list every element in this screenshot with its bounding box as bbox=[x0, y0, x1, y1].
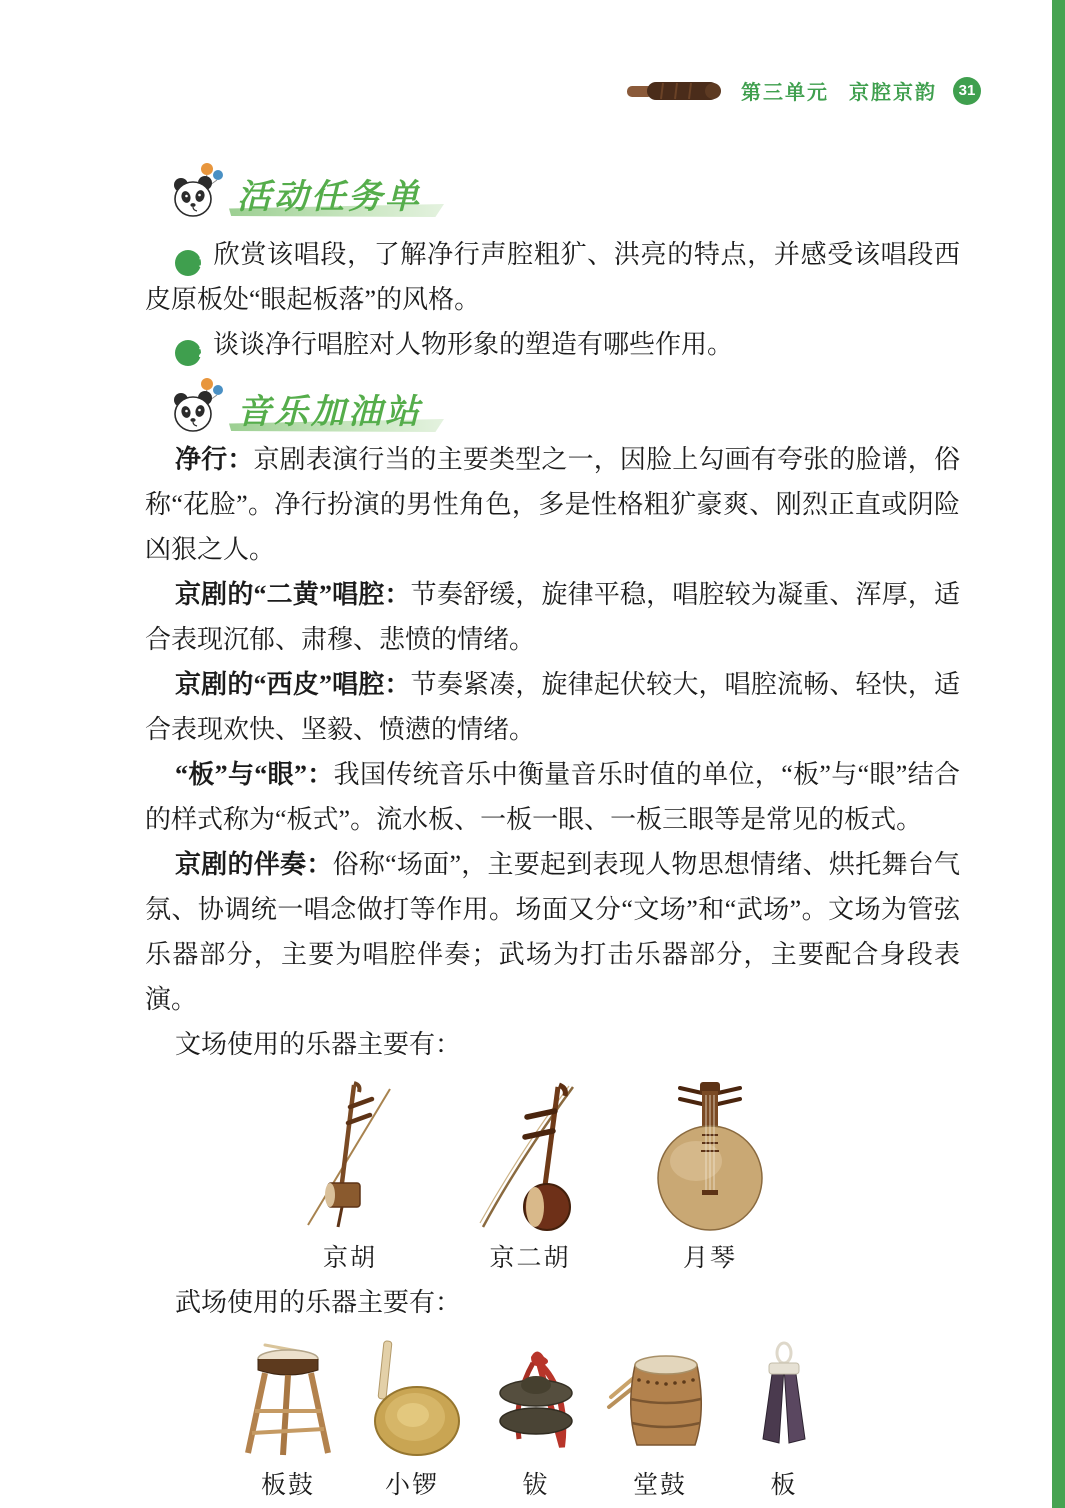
task-item bbox=[145, 232, 960, 322]
tanggu-image bbox=[605, 1337, 715, 1459]
unit-title: 京腔京韵 bbox=[849, 82, 937, 104]
instrument-figure bbox=[625, 1077, 795, 1274]
instrument-label: 板 bbox=[770, 1472, 798, 1499]
xiaoluo-image bbox=[357, 1337, 467, 1459]
wenchang-instrument-row bbox=[145, 1077, 960, 1274]
jingerhu-image bbox=[455, 1077, 605, 1232]
page-number-badge: 31 bbox=[953, 77, 981, 105]
instrument-label: 月琴 bbox=[682, 1245, 737, 1272]
paragraph-text: 京剧表演行当的主要类型之一，因脸上勾画有夸张的脸谱，俗称“花脸”。净行扮演的男性角色，多是性格粗犷豪爽、刚烈正直或阴险凶狠之人。 bbox=[145, 445, 960, 564]
paragraph-lead: 京剧的伴奏： bbox=[175, 850, 333, 879]
paragraph bbox=[145, 842, 960, 1022]
paragraph-lead: 京剧的“二黄”唱腔： bbox=[175, 580, 411, 609]
paragraph-lead: “板”与“眼”： bbox=[175, 760, 334, 789]
section-heading-text: 活动任务单 bbox=[237, 178, 422, 216]
paragraph-text: 我国传统音乐中衡量音乐时值的单位，“板”与“眼”结合的样式称为“板式”。流水板、一板一眼、一板三眼等是常见的板式。 bbox=[145, 760, 960, 834]
wooden-whip-prop-image bbox=[625, 78, 725, 104]
unit-header-text bbox=[741, 76, 937, 105]
instrument-figure bbox=[233, 1337, 343, 1501]
jinghu-image bbox=[290, 1077, 410, 1232]
instrument-figure bbox=[265, 1077, 435, 1274]
instrument-figure bbox=[445, 1077, 615, 1274]
panda-icon bbox=[171, 377, 223, 433]
paragraph-text: 节奏舒缓，旋律平稳，唱腔较为凝重、浑厚，适合表现沉郁、肃穆、悲愤的情绪。 bbox=[145, 580, 960, 654]
instrument-label: 小锣 bbox=[384, 1472, 439, 1499]
yueqin-image bbox=[640, 1077, 780, 1232]
instrument-figure bbox=[357, 1337, 467, 1501]
paragraph-text: 节奏紧凑，旋律起伏较大，唱腔流畅、轻快，适合表现欢快、坚毅、愤懑的情绪。 bbox=[145, 670, 960, 744]
paragraph-text: 俗称“场面”，主要起到表现人物思想情绪、烘托舞台气氛、协调统一唱念做打等作用。场面又分“文场”和“武场”。文场为管弦乐器部分，主要为唱腔伴奏；武场为打击乐器部分，主要配合身段表演。 bbox=[145, 850, 960, 1014]
paragraph-lead: 京剧的“西皮”唱腔： bbox=[175, 670, 411, 699]
paragraph bbox=[145, 572, 960, 662]
item-number-badge: 1 bbox=[175, 250, 201, 276]
instrument-figure bbox=[605, 1337, 715, 1501]
instrument-label: 京二胡 bbox=[489, 1245, 571, 1272]
instrument-label: 钹 bbox=[522, 1472, 550, 1499]
wenchang-intro: 文场使用的乐器主要有： bbox=[175, 1030, 462, 1059]
instrument-label: 板鼓 bbox=[260, 1472, 315, 1499]
heading-wrap bbox=[231, 169, 428, 218]
wuchang-instrument-row bbox=[145, 1337, 960, 1501]
paragraph bbox=[145, 752, 960, 842]
info-paragraphs bbox=[145, 437, 960, 1022]
task-item bbox=[145, 322, 960, 367]
task-section-heading bbox=[171, 162, 960, 218]
ban-clappers-image bbox=[739, 1337, 829, 1459]
item-number-badge: 2 bbox=[175, 340, 201, 366]
instrument-label: 京胡 bbox=[322, 1245, 377, 1272]
task-item-text: 欣赏该唱段，了解净行声腔粗犷、洪亮的特点，并感受该唱段西皮原板处“眼起板落”的风格。 bbox=[145, 240, 960, 314]
task-item-text: 谈谈净行唱腔对人物形象的塑造有哪些作用。 bbox=[213, 330, 734, 359]
page-header bbox=[625, 76, 981, 105]
unit-label: 第三单元 bbox=[741, 82, 829, 104]
wuchang-intro: 武场使用的乐器主要有： bbox=[175, 1288, 462, 1317]
bangu-image bbox=[233, 1337, 343, 1459]
heading-wrap bbox=[231, 384, 428, 433]
bo-cymbals-image bbox=[481, 1337, 591, 1459]
instrument-figure bbox=[729, 1337, 839, 1501]
paragraph bbox=[145, 662, 960, 752]
task-list bbox=[145, 232, 960, 367]
unit-edge-strip bbox=[1052, 0, 1065, 1508]
paragraph bbox=[145, 437, 960, 572]
instrument-label: 堂鼓 bbox=[632, 1472, 687, 1499]
page-content bbox=[145, 162, 960, 1501]
instrument-figure bbox=[481, 1337, 591, 1501]
info-section-heading bbox=[171, 377, 960, 433]
section-heading-text: 音乐加油站 bbox=[237, 393, 422, 431]
paragraph-lead: 净行： bbox=[175, 445, 254, 474]
panda-icon bbox=[171, 162, 223, 218]
